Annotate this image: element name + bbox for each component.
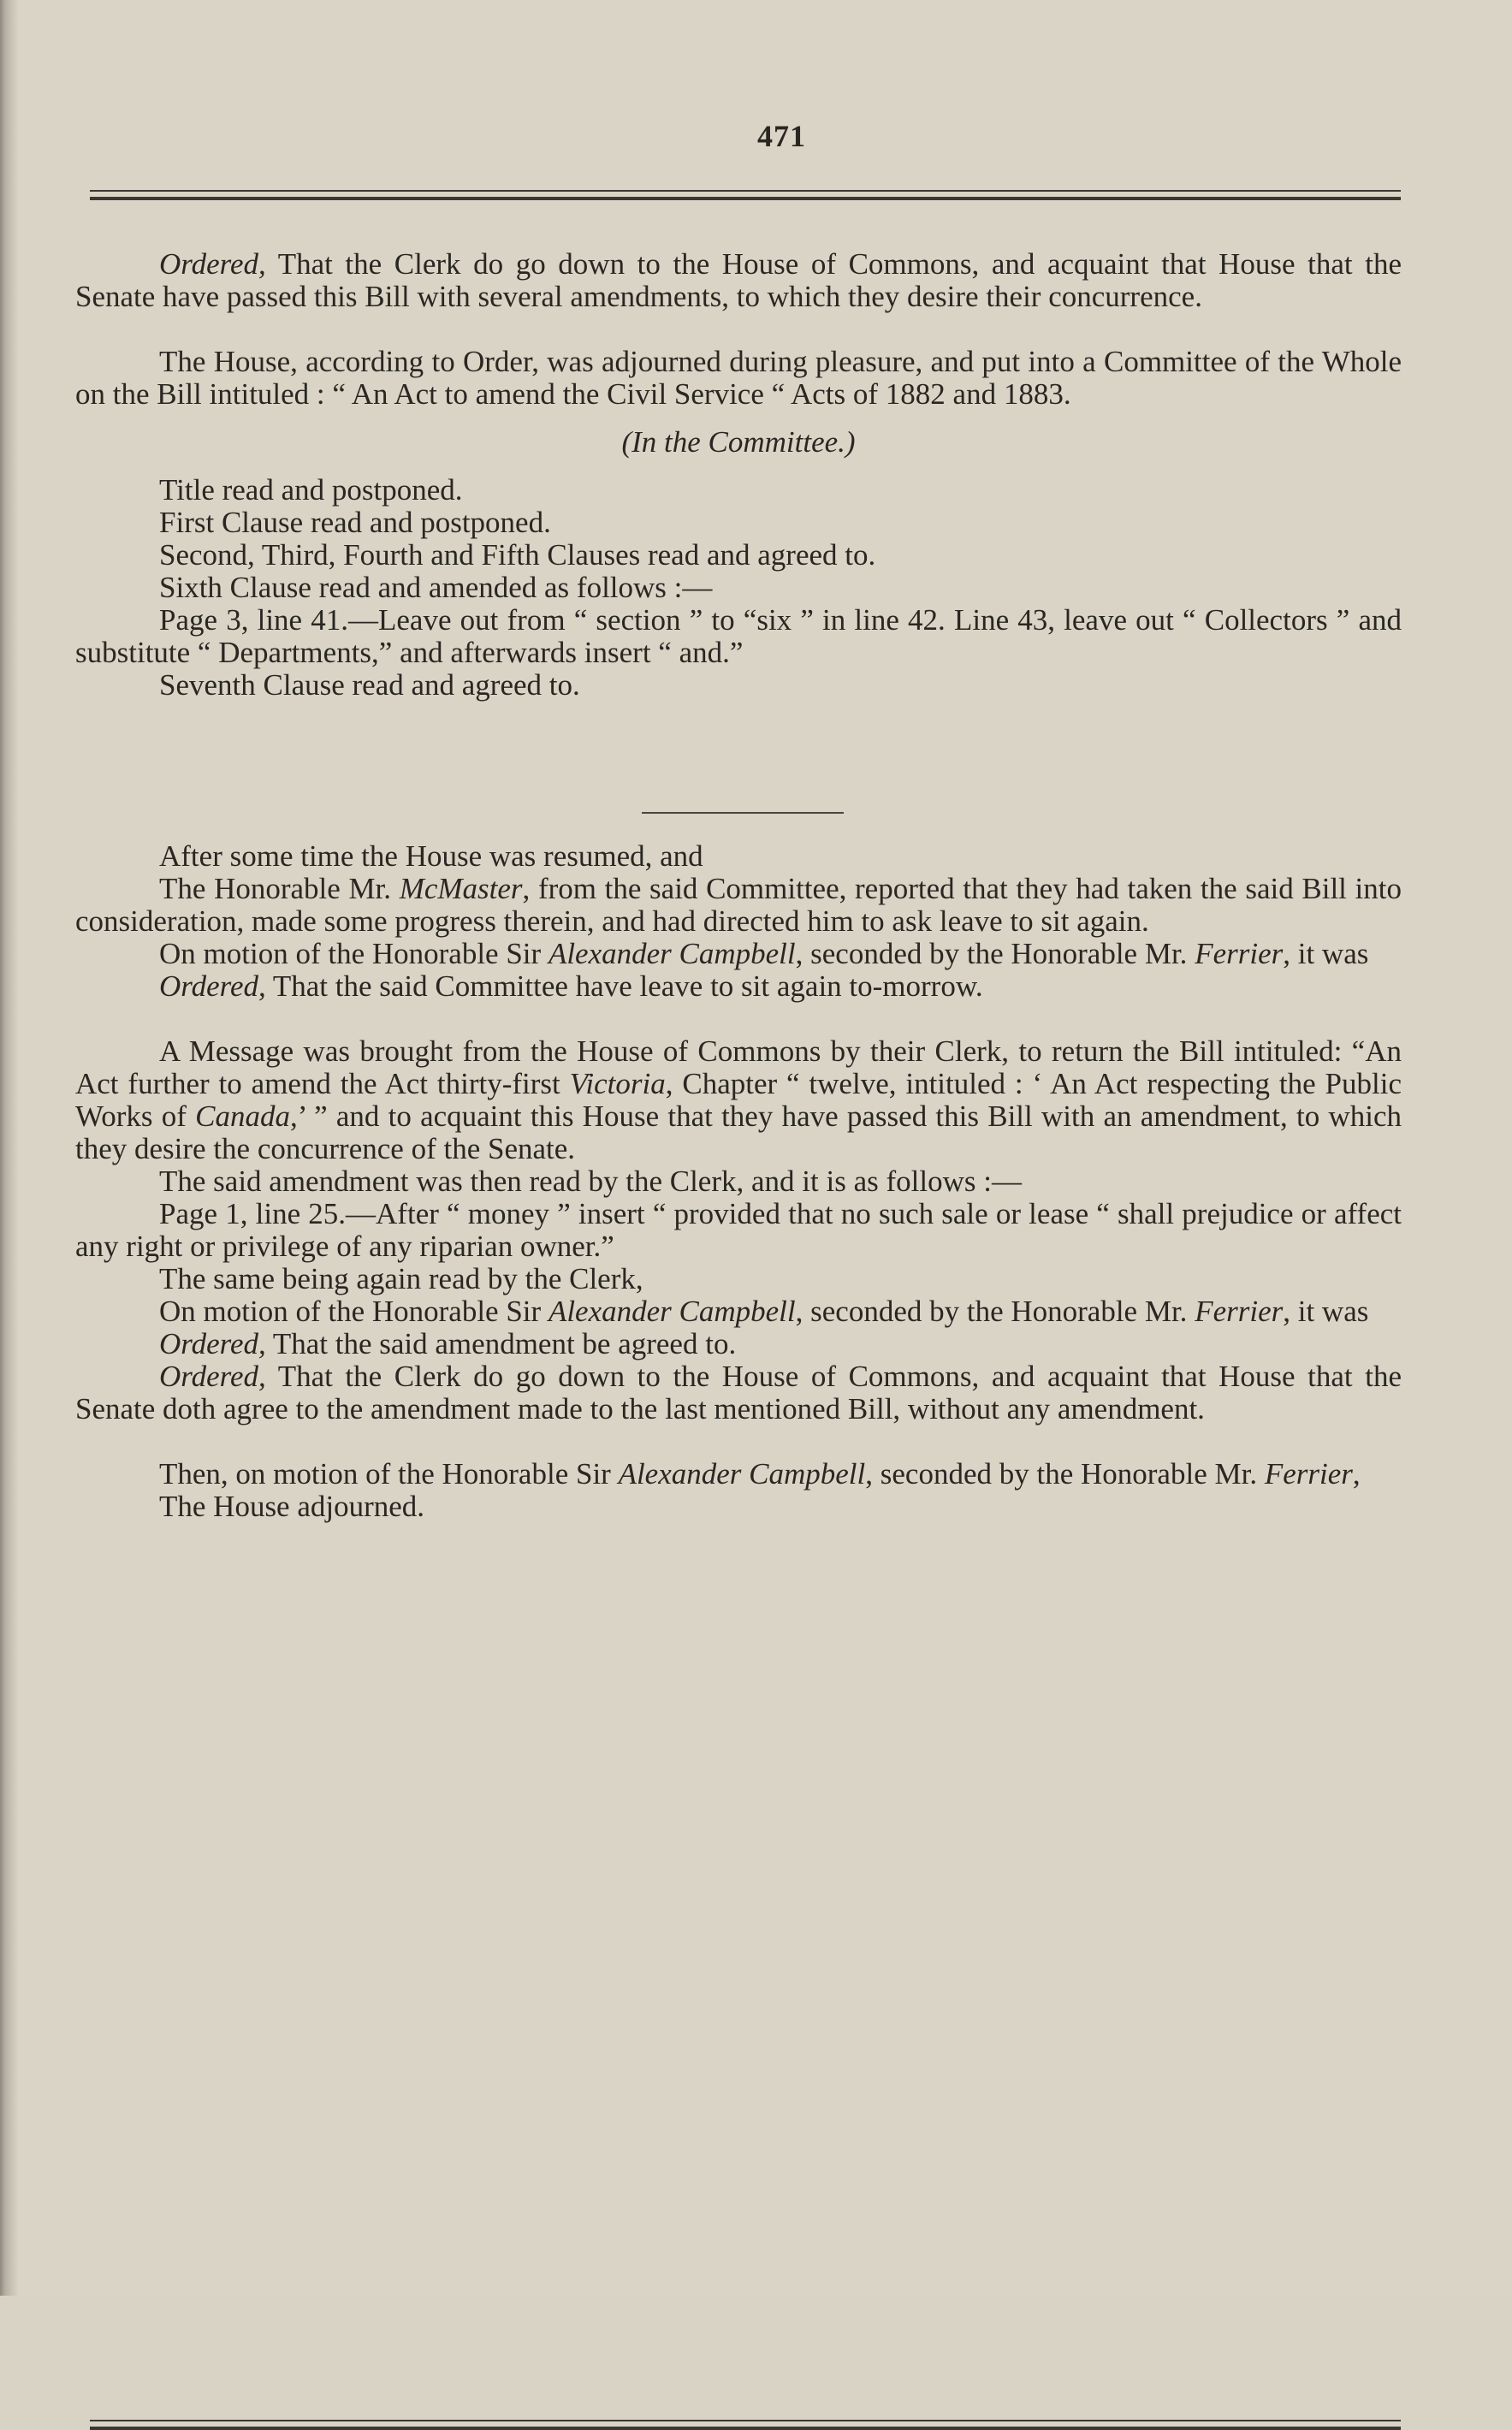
section-separator	[642, 812, 844, 814]
text-run: Then, on motion of the Honorable Sir	[159, 1457, 619, 1491]
text-run: , it was	[1283, 1295, 1369, 1328]
name-campbell: Alexander Campbell	[548, 937, 796, 970]
text-run: , Chapter “ twelve, intituled : ‘ An Act respecting the Public Works of	[75, 1067, 1402, 1133]
clause-sixth: Sixth Clause read and amended as follows :—	[159, 571, 713, 604]
clause-title: Title read and postponed.	[159, 473, 463, 507]
text-run: ,’ ” and to acquaint this House that they have passed this Bill with an amendment, to which they desire the concurrence of the Senate.	[75, 1099, 1402, 1165]
text-run: A Message was brought from the House of Commons by their Clerk, to return the Bill intituled: “An Act further to amend the Act thirty-first	[75, 1034, 1402, 1100]
page-number: 471	[757, 119, 806, 153]
text-run: , seconded by the Honorable Mr.	[795, 1295, 1195, 1328]
text-run: The Honorable Mr.	[159, 872, 400, 905]
paragraph-amendment-text: Page 1, line 25.—After “ money ” insert “ provided that no such sale or lease “ shall prejudice or affect any right or privilege of any riparian owner.”	[75, 1197, 1402, 1263]
ordered-lead: Ordered,	[159, 969, 266, 1003]
paragraph-adjourned: The House adjourned.	[159, 1490, 425, 1523]
paragraph-acquaint	[75, 1360, 1402, 1425]
italic-victoria: Victoria	[569, 1067, 666, 1100]
committee-heading	[75, 426, 1402, 459]
text-run: , seconded by the Honorable Mr.	[865, 1457, 1265, 1491]
name-ferrier: Ferrier	[1195, 937, 1284, 970]
paragraph-final-motion	[75, 1458, 1402, 1491]
ordered-lead: Ordered,	[159, 1327, 266, 1360]
paragraph-amendment-read: The said amendment was then read by the Clerk, and it is as follows :—	[159, 1165, 1022, 1198]
body-text-lower	[75, 840, 1402, 1523]
text-run: , seconded by the Honorable Mr.	[795, 937, 1195, 970]
paragraph-text: That the Clerk do go down to the House of Commons, and acquaint that House that the Senate have passed this Bill with several amendments, to which they desire their concurrence.	[75, 247, 1402, 313]
text-run: That the said amendment be agreed to.	[265, 1327, 737, 1360]
paragraph-motion-2	[75, 1295, 1402, 1328]
ordered-lead: Ordered,	[159, 1360, 266, 1393]
italic-canada: Canada	[195, 1099, 291, 1133]
clause-first: First Clause read and postponed.	[159, 506, 551, 539]
paragraph-leave-to-sit	[75, 970, 1402, 1003]
name-campbell: Alexander Campbell	[548, 1295, 796, 1328]
text-run: On motion of the Honorable Sir	[159, 1295, 548, 1328]
text-run: ,	[1352, 1457, 1361, 1491]
paragraph-resumed: After some time the House was resumed, and	[159, 839, 703, 873]
paragraph-ordered-amendments	[75, 248, 1402, 313]
name-mcmaster: McMaster	[399, 872, 523, 905]
text-run: That the said Committee have leave to sit again to-morrow.	[265, 969, 983, 1003]
name-campbell: Alexander Campbell	[618, 1457, 866, 1491]
name-ferrier: Ferrier	[1264, 1457, 1353, 1491]
clause-sixth-amendment: Page 3, line 41.—Leave out from “ section ” to “six ” in line 42. Line 43, leave out “ Collectors ” and substitute “ Departments,” and afterwards insert “ and.”	[75, 603, 1402, 669]
text-run: , from the said Committee, reported that they had taken the said Bill into consideration, made some progress therein, and had directed him to ask leave to sit again.	[75, 872, 1402, 938]
committee-heading-text: (In the Committee.)	[621, 425, 856, 459]
paragraph-report	[75, 873, 1402, 938]
ordered-lead: Ordered,	[159, 247, 266, 281]
text-run: , it was	[1283, 937, 1369, 970]
paragraph-agreed	[75, 1328, 1402, 1360]
header-rule	[90, 190, 1401, 200]
footer-rule	[90, 2420, 1401, 2430]
text-run: On motion of the Honorable Sir	[159, 937, 548, 970]
body-text-upper	[75, 248, 1402, 702]
paragraph-read-again: The same being again read by the Clerk,	[159, 1262, 643, 1295]
paragraph-committee-intro: The House, according to Order, was adjourned during pleasure, and put into a Committee of the Whole on the Bill intituled : “ An Act to amend the Civil Service “ Acts of 1882 and 1883.	[75, 345, 1402, 411]
clause-second-fifth: Second, Third, Fourth and Fifth Clauses read and agreed to.	[159, 538, 876, 572]
name-ferrier: Ferrier	[1195, 1295, 1284, 1328]
paragraph-motion-1	[75, 938, 1402, 970]
clause-seventh: Seventh Clause read and agreed to.	[159, 668, 580, 702]
paragraph-message	[75, 1035, 1402, 1165]
book-spine-shadow	[0, 0, 19, 2296]
text-run: That the Clerk do go down to the House of Commons, and acquaint that House that the Senate doth agree to the amendment made to the last mentioned Bill, without any amendment.	[75, 1360, 1402, 1425]
